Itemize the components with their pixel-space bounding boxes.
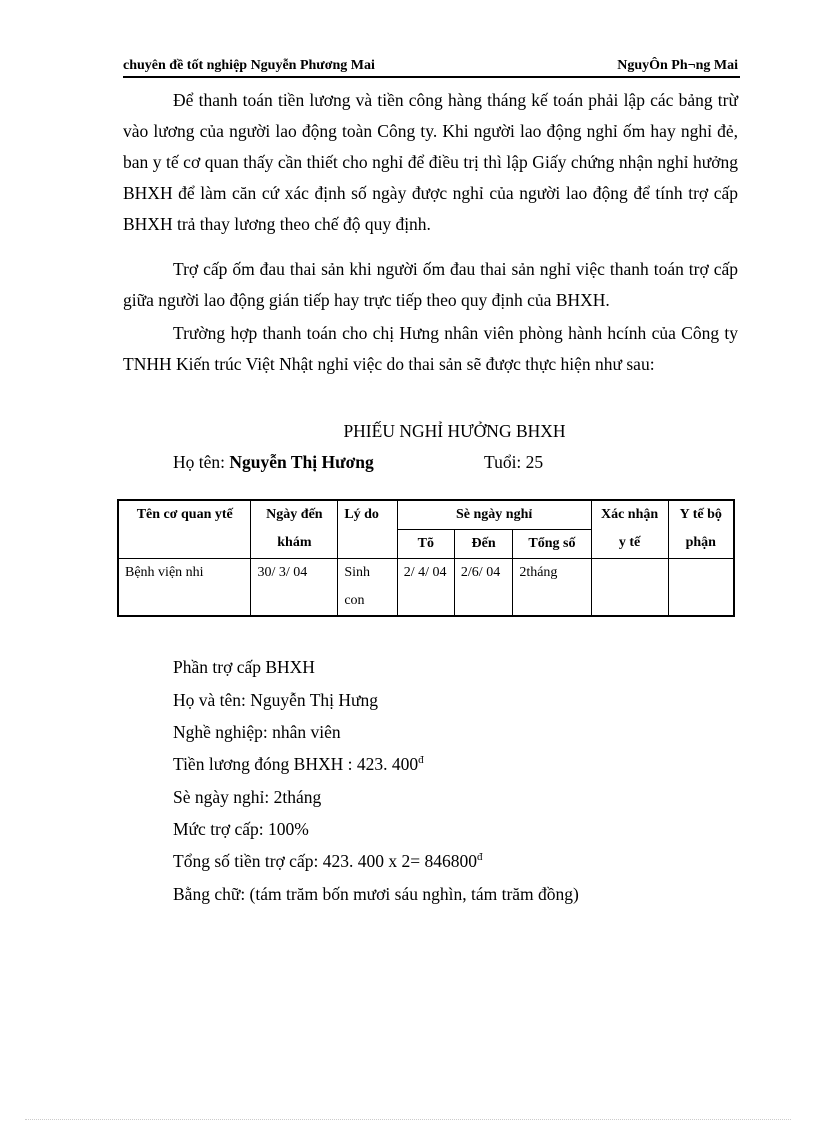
benefit-job: Nghề nghiệp: nhân viên	[173, 722, 341, 742]
header-facility: Tên cơ quan ytế	[118, 500, 251, 559]
cell-to: 2/6/ 04	[454, 559, 512, 617]
benefit-heading: Phần trợ cấp BHXH	[173, 657, 315, 677]
benefit-name: Họ và tên: Nguyễn Thị Hưng	[173, 690, 379, 710]
benefit-days: Sè ngày nghỉ: 2tháng	[173, 787, 322, 807]
cell-medical-confirm	[591, 559, 668, 617]
cell-facility: Bệnh viện nhi	[118, 559, 251, 617]
cell-exam-date: 30/ 3/ 04	[251, 559, 338, 617]
paragraph-payroll: Để thanh toán tiền lương và tiền công hàng tháng kế toán phải lập các bảng trừ vào lương của người lao động toàn Công ty. Khi người lao động nghỉ ốm hay nghỉ đẻ, ban y tế cơ quan thấy cần thiết cho nghỉ để điều trị thì lập Giấy chứng nhận nghỉ hưởng BHXH để làm căn cứ xác định số ngày được nghỉ của người lao động để tính trợ cấp BHXH trả thay lương theo chế độ quy định.	[123, 90, 738, 234]
benefit-in-words: Bằng chữ: (tám trăm bốn mươi sáu nghìn, tám trăm đồng)	[173, 884, 579, 904]
header-total: Tổng số	[513, 530, 591, 559]
cell-total: 2tháng	[513, 559, 591, 617]
leave-table	[117, 499, 735, 617]
table-header-row	[118, 500, 734, 530]
header-right-text: NguyÔn Ph¬ng Mai	[617, 58, 738, 73]
header-days-off: Sè ngày nghỉ	[397, 500, 591, 530]
paragraph-maternity: Trợ cấp ốm đau thai sản khi người ốm đau thai sản nghỉ việc thanh toán trợ cấp giữa người lao động gián tiếp hay trực tiếp theo quy định của BHXH.	[123, 259, 738, 310]
header-from: Tõ	[397, 530, 454, 559]
currency-mark: đ	[418, 754, 424, 767]
paragraph-case: Trường hợp thanh toán cho chị Hưng nhân viên phòng hành hcính của Công ty TNHH Kiến trúc Việt Nhật nghỉ việc do thai sản sẽ được thực hiện như sau:	[123, 323, 738, 374]
header-exam-date: Ngày đến khám	[251, 500, 338, 559]
cell-from: 2/ 4/ 04	[397, 559, 454, 617]
benefit-rate: Mức trợ cấp: 100%	[173, 819, 309, 839]
page-header	[123, 56, 740, 78]
header-reason: Lý do	[338, 500, 397, 559]
header-left-text: chuyên đề tốt nghiệp Nguyễn Phương Mai	[123, 58, 375, 73]
benefit-salary: Tiền lương đóng BHXH : 423. 400	[173, 754, 419, 774]
header-dept-medical: Y tế bộ phận	[668, 500, 734, 559]
form-title: PHIẾU NGHỈ HƯỞNG BHXH	[343, 421, 566, 441]
benefit-total: Tổng số tiền trợ cấp: 423. 400 x 2= 846800	[173, 851, 477, 871]
name-label: Họ tên:	[173, 452, 226, 472]
name-value: Nguyễn Thị Hương	[229, 452, 374, 472]
header-medical-confirm: Xác nhận y tế	[591, 500, 668, 559]
benefit-salary-line	[173, 754, 424, 775]
benefit-total-line	[173, 851, 482, 872]
name-line	[173, 452, 374, 473]
cell-dept-medical	[668, 559, 734, 617]
header-to: Đến	[454, 530, 512, 559]
currency-mark: đ	[476, 851, 483, 864]
page-bottom-border	[25, 1119, 791, 1120]
age-field: Tuổi: 25	[484, 452, 544, 472]
cell-reason: Sinh con	[338, 559, 397, 617]
table-row	[118, 559, 734, 617]
